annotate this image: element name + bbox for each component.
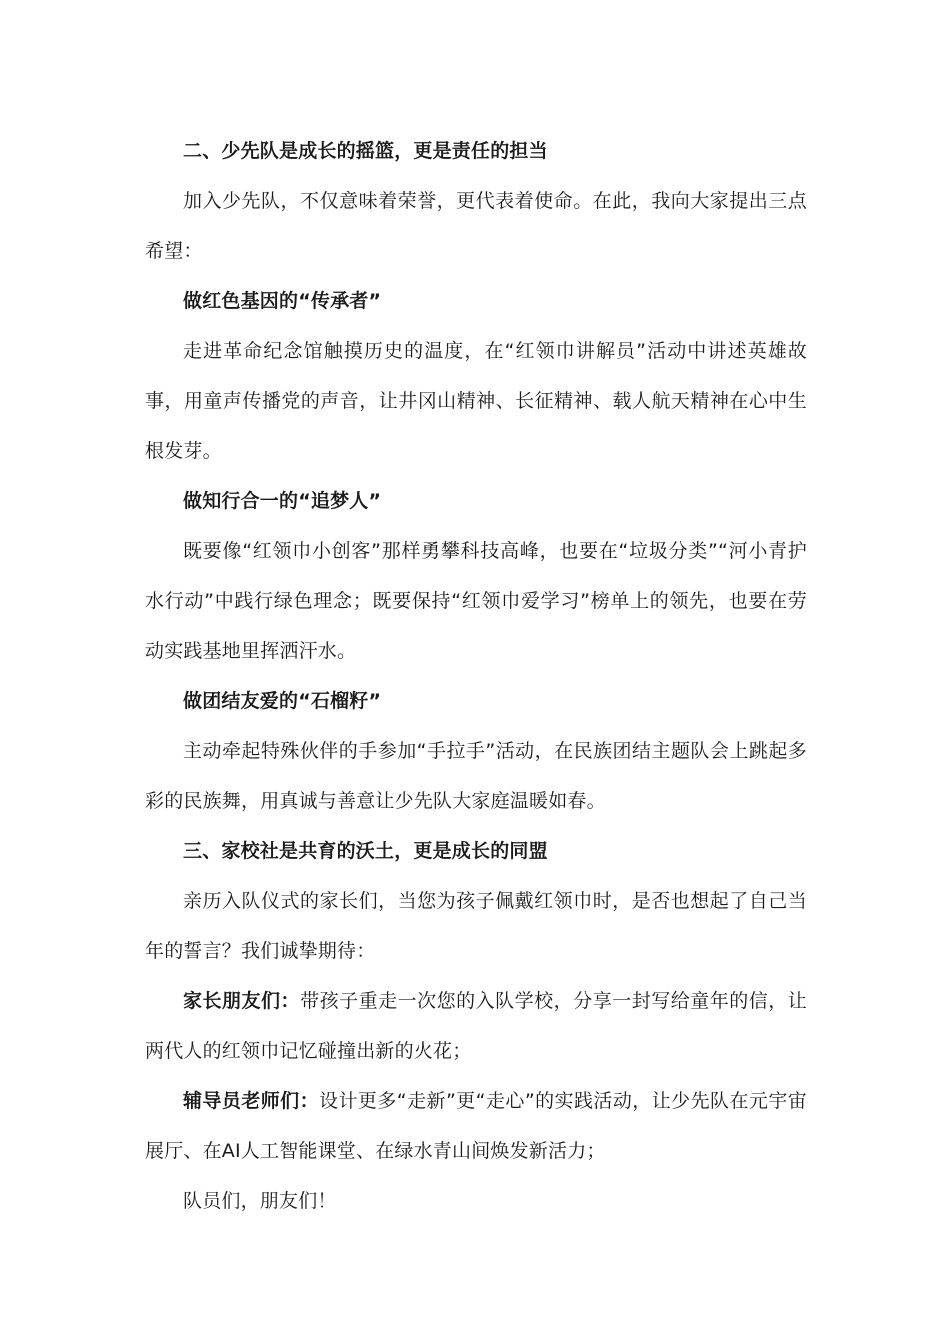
section-heading-3: 三、家校社是共育的沃土，更是成长的同盟 xyxy=(183,840,548,862)
parents-paragraph xyxy=(145,976,807,1076)
document-body xyxy=(145,126,807,1226)
parents-body: 带孩子重走一次您的入队学校，分享一封写给童年的信，让两代人的红领巾记忆碰撞出新的火花； xyxy=(145,990,808,1062)
hope-title-dreamer: 做知行合一的“追梦人” xyxy=(183,490,382,512)
section-intro-3: 亲历入队仪式的家长们，当您为孩子佩戴红领巾时，是否也想起了自己当年的誓言？我们诚挚期待： xyxy=(145,890,807,962)
hope-body-inheritor: 走进革命纪念馆触摸历史的温度，在“红领巾讲解员”活动中讲述英雄故事，用童声传播党的声音，让井冈山精神、长征精神、载人航天精神在心中生根发芽。 xyxy=(145,340,807,462)
counselors-lead: 辅导员老师们： xyxy=(183,1090,320,1112)
parents-lead: 家长朋友们： xyxy=(183,990,301,1012)
section-heading-2: 二、少先队是成长的摇篮，更是责任的担当 xyxy=(183,140,548,162)
hope-body-dreamer: 既要像“红领巾小创客”那样勇攀科技高峰，也要在“垃圾分类”“河小青护水行动”中践行绿色理念；既要保持“红领巾爱学习”榜单上的领先，也要在劳动实践基地里挥洒汗水。 xyxy=(145,540,807,662)
closing-line: 队员们，朋友们！ xyxy=(183,1190,337,1212)
counselors-body: 设计更多“走新”更“走心”的实践活动，让少先队在元宇宙展厅、在AI人工智能课堂、在绿水青山间焕发新活力； xyxy=(145,1090,807,1162)
counselors-paragraph xyxy=(145,1076,807,1176)
hope-title-pomegranate-seed: 做团结友爱的“石榴籽” xyxy=(183,690,382,712)
section-intro-2: 加入少先队，不仅意味着荣誉，更代表着使命。在此，我向大家提出三点希望： xyxy=(145,190,807,262)
hope-body-pomegranate-seed: 主动牵起特殊伙伴的手参加“手拉手”活动，在民族团结主题队会上跳起多彩的民族舞，用真诚与善意让少先队大家庭温暖如春。 xyxy=(145,740,807,812)
hope-title-inheritor: 做红色基因的“传承者” xyxy=(183,290,382,312)
